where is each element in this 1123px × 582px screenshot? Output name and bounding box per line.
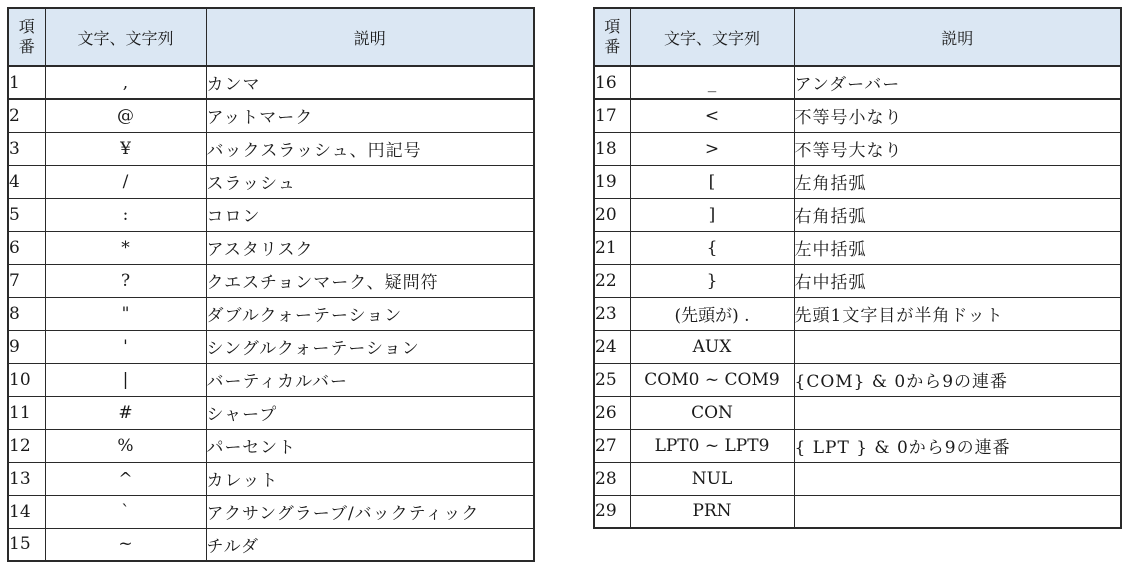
character-cell: % xyxy=(45,429,206,462)
right-character-table xyxy=(593,7,1122,529)
character-cell: LPT0 ~ LPT9 xyxy=(630,429,794,462)
character-cell: @ xyxy=(45,99,206,132)
item-number-cell: 16 xyxy=(594,66,630,99)
table-row xyxy=(8,330,534,363)
item-number-cell: 1 xyxy=(8,66,45,99)
table-row xyxy=(594,396,1121,429)
item-number-cell: 19 xyxy=(594,165,630,198)
item-number-cell: 27 xyxy=(594,429,630,462)
character-cell: ~ xyxy=(45,528,206,561)
description-cell: 右角括弧 xyxy=(794,198,1121,231)
table-row xyxy=(8,99,534,132)
item-number-cell: 17 xyxy=(594,99,630,132)
description-cell: シングルクォーテーション xyxy=(206,330,534,363)
table-row xyxy=(594,363,1121,396)
description-cell: バックスラッシュ、円記号 xyxy=(206,132,534,165)
character-cell: ` xyxy=(45,495,206,528)
table-row xyxy=(594,429,1121,462)
description-cell: アンダーバー xyxy=(794,66,1121,99)
table-row xyxy=(8,66,534,99)
character-cell: / xyxy=(45,165,206,198)
character-cell: * xyxy=(45,231,206,264)
character-cell: COM0 ~ COM9 xyxy=(630,363,794,396)
item-number-cell: 14 xyxy=(8,495,45,528)
item-number-cell: 20 xyxy=(594,198,630,231)
header-item-number xyxy=(594,8,630,66)
table-row xyxy=(594,165,1121,198)
character-cell: ^ xyxy=(45,462,206,495)
item-number-cell: 15 xyxy=(8,528,45,561)
table-row xyxy=(8,231,534,264)
description-cell: 先頭1文字目が半角ドット xyxy=(794,297,1121,330)
item-number-cell: 11 xyxy=(8,396,45,429)
description-cell xyxy=(794,495,1121,528)
table-row xyxy=(8,396,534,429)
table-row xyxy=(8,495,534,528)
table-row xyxy=(8,198,534,231)
description-cell: カレット xyxy=(206,462,534,495)
table-row xyxy=(594,297,1121,330)
description-cell: 不等号大なり xyxy=(794,132,1121,165)
table-row xyxy=(8,297,534,330)
description-cell: {COM} & 0から9の連番 xyxy=(794,363,1121,396)
item-number-cell: 6 xyxy=(8,231,45,264)
header-number-line2: 番 xyxy=(604,37,621,56)
description-cell: スラッシュ xyxy=(206,165,534,198)
character-cell: , xyxy=(45,66,206,99)
character-cell: ? xyxy=(45,264,206,297)
header-description: 説明 xyxy=(794,8,1121,66)
description-cell: カンマ xyxy=(206,66,534,99)
character-cell: } xyxy=(630,264,794,297)
description-cell: バーティカルバー xyxy=(206,363,534,396)
description-cell: アスタリスク xyxy=(206,231,534,264)
description-cell: コロン xyxy=(206,198,534,231)
left-character-table xyxy=(7,7,535,562)
description-cell: アットマーク xyxy=(206,99,534,132)
item-number-cell: 23 xyxy=(594,297,630,330)
description-cell: 右中括弧 xyxy=(794,264,1121,297)
item-number-cell: 2 xyxy=(8,99,45,132)
description-cell: ダブルクォーテーション xyxy=(206,297,534,330)
table-row xyxy=(8,264,534,297)
character-cell: ' xyxy=(45,330,206,363)
character-cell: _ xyxy=(630,66,794,99)
item-number-cell: 3 xyxy=(8,132,45,165)
header-character: 文字、文字列 xyxy=(45,8,206,66)
table-row xyxy=(594,264,1121,297)
table-row xyxy=(8,429,534,462)
table-row xyxy=(8,165,534,198)
item-number-cell: 13 xyxy=(8,462,45,495)
character-cell: # xyxy=(45,396,206,429)
description-cell: 左中括弧 xyxy=(794,231,1121,264)
description-cell: 左角括弧 xyxy=(794,165,1121,198)
character-cell: [ xyxy=(630,165,794,198)
character-cell: | xyxy=(45,363,206,396)
table-row xyxy=(594,462,1121,495)
item-number-cell: 12 xyxy=(8,429,45,462)
header-row xyxy=(594,8,1121,66)
description-cell: パーセント xyxy=(206,429,534,462)
item-number-cell: 29 xyxy=(594,495,630,528)
character-cell: < xyxy=(630,99,794,132)
character-cell: { xyxy=(630,231,794,264)
character-cell: PRN xyxy=(630,495,794,528)
table-row xyxy=(594,66,1121,99)
header-item-number xyxy=(8,8,45,66)
item-number-cell: 4 xyxy=(8,165,45,198)
table-row xyxy=(594,99,1121,132)
item-number-cell: 7 xyxy=(8,264,45,297)
header-description: 説明 xyxy=(206,8,534,66)
character-cell: CON xyxy=(630,396,794,429)
item-number-cell: 26 xyxy=(594,396,630,429)
description-cell xyxy=(794,462,1121,495)
table-row xyxy=(8,528,534,561)
header-number-line1: 項 xyxy=(604,17,621,36)
table-row xyxy=(594,132,1121,165)
item-number-cell: 18 xyxy=(594,132,630,165)
description-cell: チルダ xyxy=(206,528,534,561)
header-character: 文字、文字列 xyxy=(630,8,794,66)
character-cell: (先頭が) . xyxy=(630,297,794,330)
item-number-cell: 22 xyxy=(594,264,630,297)
header-number-line2: 番 xyxy=(18,37,35,56)
character-cell: ] xyxy=(630,198,794,231)
item-number-cell: 24 xyxy=(594,330,630,363)
item-number-cell: 25 xyxy=(594,363,630,396)
description-cell: { LPT } & 0から9の連番 xyxy=(794,429,1121,462)
table-row xyxy=(8,462,534,495)
character-cell: ¥ xyxy=(45,132,206,165)
item-number-cell: 8 xyxy=(8,297,45,330)
table-row xyxy=(594,495,1121,528)
description-cell: 不等号小なり xyxy=(794,99,1121,132)
table-row xyxy=(8,363,534,396)
character-cell: : xyxy=(45,198,206,231)
character-cell: > xyxy=(630,132,794,165)
character-cell: NUL xyxy=(630,462,794,495)
table-row xyxy=(594,330,1121,363)
description-cell xyxy=(794,330,1121,363)
item-number-cell: 9 xyxy=(8,330,45,363)
header-row xyxy=(8,8,534,66)
table-row xyxy=(594,231,1121,264)
item-number-cell: 10 xyxy=(8,363,45,396)
header-number-line1: 項 xyxy=(18,17,35,36)
table-row xyxy=(8,132,534,165)
description-cell: シャープ xyxy=(206,396,534,429)
description-cell xyxy=(794,396,1121,429)
character-cell: AUX xyxy=(630,330,794,363)
item-number-cell: 28 xyxy=(594,462,630,495)
table-row xyxy=(594,198,1121,231)
item-number-cell: 5 xyxy=(8,198,45,231)
description-cell: アクサングラーブ/バックティック xyxy=(206,495,534,528)
character-cell: " xyxy=(45,297,206,330)
description-cell: クエスチョンマーク、疑問符 xyxy=(206,264,534,297)
item-number-cell: 21 xyxy=(594,231,630,264)
